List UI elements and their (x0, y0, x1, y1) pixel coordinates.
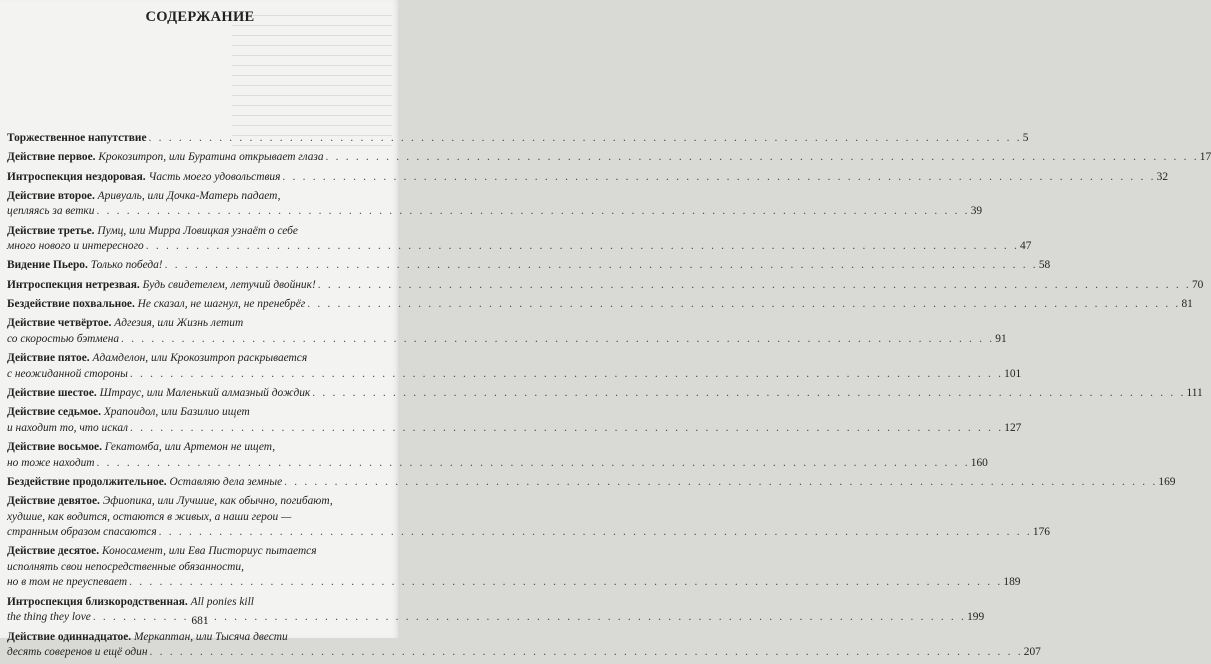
entry-subtitle: но тоже находит (7, 456, 95, 469)
dot-leader (130, 421, 1003, 437)
entry-page-number: 176 (1032, 526, 1050, 539)
entry-title: Бездействие продолжительное. (7, 475, 167, 488)
toc-entry-text (7, 630, 288, 646)
toc-entry-text (7, 510, 291, 526)
entry-title: Действие седьмое. (7, 406, 101, 419)
entry-page-number: 58 (1038, 259, 1051, 272)
entry-subtitle: Меркаптан, или Тысяча двести (134, 630, 288, 643)
toc-entry-line (7, 544, 387, 560)
dot-leader (284, 475, 1157, 491)
entry-subtitle: но в том не преуспевает (7, 576, 128, 589)
toc-entry (7, 170, 1169, 186)
entry-page-number: 39 (970, 205, 983, 218)
entry-title: Действие восьмое. (7, 441, 102, 454)
show-through-text (232, 6, 392, 146)
entry-title: Действие десятое. (7, 545, 100, 558)
toc-entry-line (7, 204, 983, 220)
entry-page-number: 127 (1004, 421, 1022, 434)
entry-page-number: 91 (995, 332, 1007, 345)
entry-page-number: 189 (1003, 576, 1021, 589)
entry-page-number: 81 (1181, 298, 1193, 311)
table-of-contents (7, 131, 1211, 664)
toc-entry-line (7, 351, 387, 367)
entry-title: Интроспекция близкородственная. (7, 595, 188, 608)
toc-entry-text (7, 316, 243, 332)
entry-subtitle: Коносамент, или Ева Писториус пытается (101, 545, 317, 558)
entry-title: Бездействие похвальное. (7, 298, 135, 311)
entry-title: Действие шестое. (7, 386, 97, 399)
entry-subtitle: Эфиопика, или Лучшие, как обычно, погибают, (102, 495, 333, 508)
entry-subtitle: Пумц, или Мирра Ловицкая узнаёт о себе (97, 224, 298, 237)
entry-title: Действие второе. (7, 189, 95, 202)
dot-leader (97, 456, 970, 472)
entry-subtitle: Не сказал, не шагнул, не пренебрёг (137, 298, 306, 311)
entry-subtitle: десять соверенов и ещё один (7, 646, 148, 659)
entry-page-number: 111 (1186, 386, 1203, 399)
entry-page-number: 17 (1199, 151, 1211, 164)
toc-entry-line (7, 224, 387, 240)
toc-entry-line (7, 494, 387, 510)
toc-entry-line (7, 386, 1203, 402)
toc-entry-text (7, 405, 250, 421)
entry-title: Действие третье. (7, 224, 95, 237)
entry-subtitle: the thing they love (7, 611, 91, 624)
dot-leader (129, 575, 1002, 591)
entry-page-number: 5 (1022, 132, 1029, 144)
toc-entry (7, 224, 1032, 255)
entry-subtitle: Адгезия, или Жизнь летит (114, 317, 244, 330)
toc-entry (7, 440, 988, 471)
toc-entry-line (7, 560, 387, 576)
dot-leader (326, 150, 1199, 166)
toc-entry (7, 258, 1051, 274)
entry-subtitle: исполнять свои непосредственные обязанности, (7, 560, 244, 573)
toc-entry-line (7, 131, 1029, 147)
toc-entry-text (7, 386, 310, 402)
entry-title: Действие одиннадцатое. (7, 630, 132, 643)
toc-entry (7, 131, 1029, 147)
toc-entry (7, 475, 1176, 491)
toc-entry-text (7, 456, 95, 472)
toc-entry-line (7, 150, 1211, 166)
entry-page-number: 207 (1023, 646, 1041, 659)
entry-page-number: 169 (1158, 475, 1176, 488)
entry-title: Действие девятое. (7, 495, 100, 508)
toc-entry-text (7, 278, 316, 294)
entry-page-number: 101 (1004, 367, 1022, 380)
dot-leader (159, 525, 1032, 541)
toc-entry-text (7, 297, 305, 313)
toc-entry-text (7, 258, 163, 274)
toc-entry-line (7, 278, 1204, 294)
toc-entry (7, 297, 1193, 313)
toc-entry-text (7, 440, 275, 456)
entry-title: Действие пятое. (7, 352, 90, 365)
entry-subtitle: Аривуаль, или Дочка-Матерь падает, (97, 189, 281, 202)
dot-leader (312, 386, 1185, 402)
entry-subtitle: Храпоидол, или Базилио ищет (103, 406, 250, 419)
entry-subtitle: All ponies kill (190, 595, 254, 608)
toc-entry (7, 189, 983, 220)
entry-title: Торжественное напутствие (7, 132, 147, 144)
toc-entry (7, 278, 1204, 294)
dot-leader (96, 204, 969, 220)
entry-title: Интроспекция нетрезвая. (7, 278, 140, 291)
entry-title: Интроспекция нездоровая. (7, 170, 146, 183)
toc-entry-text (7, 525, 157, 541)
toc-entry-text (7, 131, 147, 147)
toc-entry (7, 494, 1050, 541)
toc-entry-text (7, 189, 281, 205)
toc-entry-text (7, 421, 128, 437)
dot-leader (149, 131, 1022, 147)
toc-entry-line (7, 170, 1169, 186)
entry-subtitle: Штраус, или Маленький алмазный дождик (99, 386, 311, 399)
entry-subtitle: Будь свидетелем, летучий двойник! (142, 278, 316, 291)
entry-page-number: 70 (1191, 278, 1204, 291)
toc-entry-text (7, 494, 333, 510)
dot-leader (146, 239, 1019, 255)
entry-subtitle: Оставляю дела земные (169, 475, 283, 488)
entry-subtitle: много нового и интересного (7, 240, 144, 253)
page-title: СОДЕРЖАНИЕ (145, 9, 255, 25)
entry-subtitle: цепляясь за ветки (7, 205, 95, 218)
toc-entry-line (7, 421, 1022, 437)
toc-entry-text (7, 239, 144, 255)
toc-entry-line (7, 645, 1041, 661)
dot-leader (121, 332, 994, 348)
toc-entry (7, 544, 1021, 591)
toc-entry-line (7, 332, 1007, 348)
toc-entry-line (7, 595, 387, 611)
entry-subtitle: Адамделон, или Крокозитроп раскрывается (92, 352, 308, 365)
toc-entry-line (7, 189, 387, 205)
toc-entry-line (7, 258, 1051, 274)
toc-entry-text (7, 575, 127, 591)
toc-entry-text (7, 544, 317, 560)
toc-entry-text (7, 204, 94, 220)
toc-entry-text (7, 332, 119, 348)
dot-leader (282, 170, 1155, 186)
entry-title: Видение Пьеро. (7, 259, 88, 272)
dot-leader (165, 258, 1038, 274)
toc-entry (7, 386, 1203, 402)
toc-entry-text (7, 645, 148, 661)
dot-leader (150, 645, 1023, 661)
page-number: 681 (191, 615, 209, 627)
toc-entry (7, 405, 1022, 436)
toc-entry-text (7, 475, 282, 491)
toc-entry-line (7, 316, 387, 332)
toc-entry-line (7, 405, 387, 421)
toc-entry-text (7, 595, 254, 611)
toc-entry (7, 630, 1041, 661)
entry-subtitle: Крокозитроп, или Буратина открывает глаза (98, 151, 324, 164)
entry-page-number: 47 (1020, 240, 1032, 253)
toc-entry-line (7, 630, 387, 646)
toc-entry-text (7, 351, 307, 367)
toc-entry-line (7, 440, 387, 456)
entry-subtitle: с неожиданной стороны (7, 367, 128, 380)
dot-leader (307, 297, 1180, 313)
toc-entry-line (7, 456, 988, 472)
toc-entry-line (7, 367, 1022, 383)
toc-entry-line (7, 239, 1032, 255)
toc-entry-line (7, 297, 1193, 313)
toc-entry (7, 150, 1211, 166)
entry-subtitle: со скоростью бэтмена (7, 332, 120, 345)
toc-entry-text (7, 367, 128, 383)
entry-page-number: 32 (1156, 170, 1169, 183)
toc-entry-text (7, 170, 280, 186)
toc-entry-line (7, 575, 1021, 591)
toc-entry (7, 351, 1022, 382)
toc-entry-line (7, 525, 1050, 541)
toc-entry-text (7, 224, 298, 240)
entry-title: Действие первое. (7, 151, 96, 164)
entry-subtitle: странным образом спасаются (7, 526, 157, 539)
toc-entry-text (7, 560, 244, 576)
dot-leader (318, 278, 1191, 294)
entry-title: Действие четвёртое. (7, 317, 112, 330)
toc-entry (7, 316, 1007, 347)
toc-entry-text (7, 150, 324, 166)
entry-page-number: 199 (967, 611, 985, 624)
toc-entry-line (7, 475, 1176, 491)
entry-page-number: 160 (970, 456, 988, 469)
dot-leader (130, 367, 1003, 383)
entry-subtitle: Гекатомба, или Артемон не ищет, (104, 441, 276, 454)
entry-subtitle: Часть моего удовольствия (148, 170, 281, 183)
entry-subtitle: и находит то, что искал (7, 421, 129, 434)
entry-subtitle: худшие, как водится, остаются в живых, а наши герои — (7, 510, 292, 523)
toc-entry-line (7, 510, 387, 526)
entry-subtitle: Только победа! (90, 259, 163, 272)
